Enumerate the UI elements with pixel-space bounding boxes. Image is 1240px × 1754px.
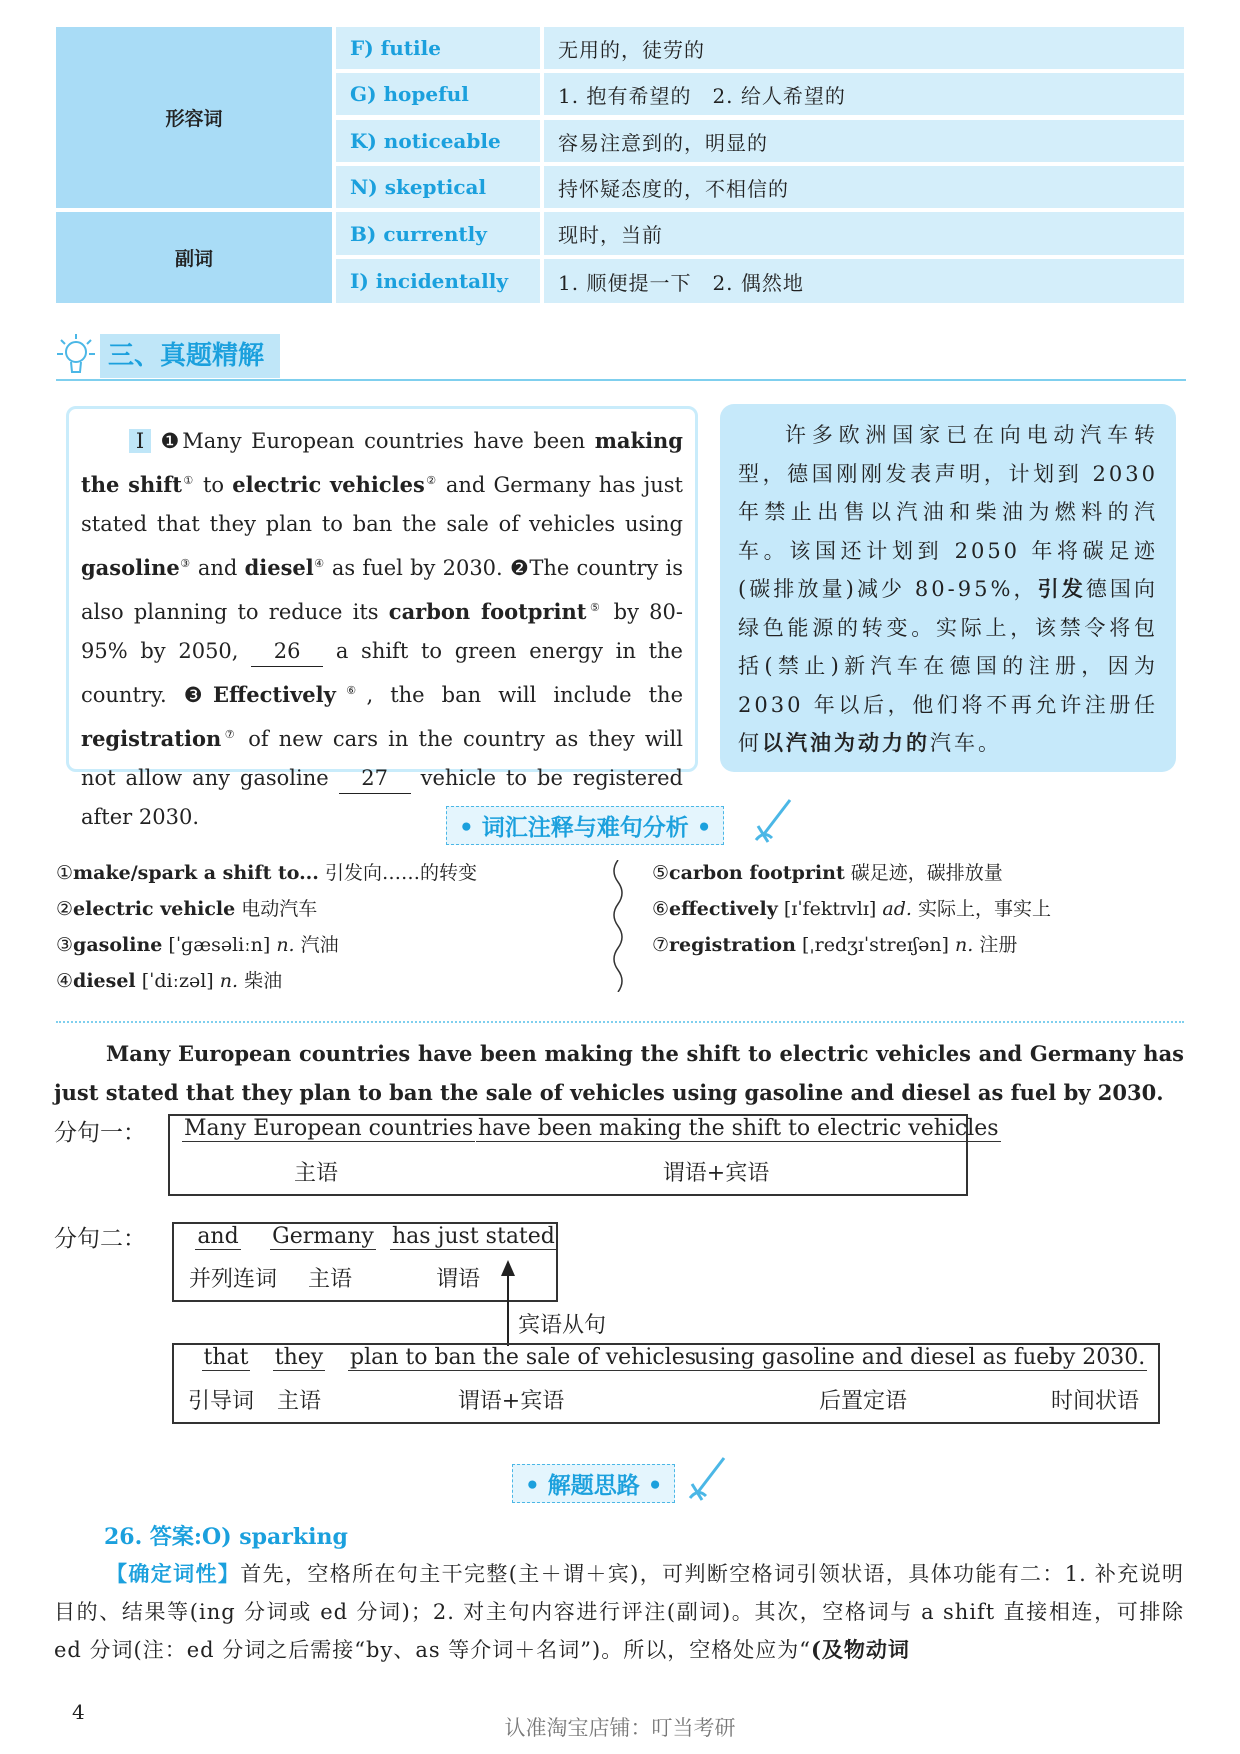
passage-text: vehicle to be registered after 2030. xyxy=(81,766,683,829)
clause-segment xyxy=(1044,1345,1150,1370)
section-divider xyxy=(56,379,1186,381)
clause-segment xyxy=(180,1224,256,1249)
translation-highlight: 以汽油为动力的 xyxy=(762,730,930,755)
pen-icon xyxy=(686,1454,730,1504)
segment-role: 主语 xyxy=(293,1161,338,1186)
clause-segment xyxy=(266,1345,332,1370)
table-word: K) noticeable xyxy=(336,120,540,162)
passage-text: and Germany has just stated that they plan to ban the sale of vehicles using xyxy=(81,473,683,536)
answer-26: 26. 答案:O) sparking xyxy=(104,1524,348,1550)
vocab-term: carbon footprint xyxy=(388,599,587,624)
translation-text: 德国向绿色能源的转变。实际上，该禁令将包括(禁止)新汽车在德国的注册，因为 2030 年以后，他们将不再允许注册任何 xyxy=(738,577,1159,755)
paragraph-marker: Ⅰ xyxy=(129,429,151,453)
section-title: 三、真题精解 xyxy=(100,334,280,378)
note-ref: ⑥ xyxy=(335,684,367,697)
segment-role: 主语 xyxy=(307,1267,352,1292)
vocab-pos: n. xyxy=(955,934,974,956)
vocab-meaning: 柴油 xyxy=(244,970,283,992)
vocab-meaning: 汽油 xyxy=(300,934,339,956)
note-ref: ① xyxy=(181,474,195,487)
clause1-label: 分句一： xyxy=(54,1120,146,1146)
vocab-item xyxy=(56,894,317,921)
clause-segment xyxy=(182,1116,474,1141)
passage-text: by 80-95% by 2050, xyxy=(81,600,683,663)
vocab-phonetic: [ˌredʒɪˈstreɪʃən] xyxy=(801,934,949,956)
vocab-term: electric vehicle xyxy=(73,898,236,920)
vocab-term: effectively xyxy=(669,898,778,920)
passage-text: as fuel by 2030. xyxy=(324,556,510,580)
vocab-term: gasoline xyxy=(73,934,163,956)
sentence-marker: ❸ xyxy=(183,683,213,707)
passage-text: , the ban will include the xyxy=(366,683,684,707)
object-clause-label: 宾语从句 xyxy=(518,1313,607,1338)
vocab-item xyxy=(652,858,1003,885)
vocab-num: ⑤ xyxy=(652,862,670,884)
group-label-adjective: 形容词 xyxy=(56,27,332,208)
vocab-meaning: 注册 xyxy=(979,934,1018,956)
vocab-item xyxy=(56,966,282,993)
vocab-phonetic: [ˈdiːzəl] xyxy=(141,970,214,992)
note-ref: ⑤ xyxy=(586,601,604,614)
clause-segment xyxy=(196,1345,256,1370)
blank-26[interactable]: 26 xyxy=(251,636,323,667)
footer-watermark: 认准淘宝店铺：叮当考研 xyxy=(504,1716,736,1740)
segment-text: have been making the shift to electric vehicles xyxy=(478,1116,999,1141)
segment-text: Germany xyxy=(272,1224,374,1249)
vocab-item xyxy=(652,930,1017,957)
clause-segment xyxy=(268,1224,378,1249)
segment-role: 并列连词 xyxy=(188,1267,277,1292)
vocab-num: ⑥ xyxy=(652,898,670,920)
solution-bold-tail: (及物动词 xyxy=(810,1637,910,1662)
vocab-term: make/spark a shift to... xyxy=(73,862,319,884)
table-meaning: 无用的，徒劳的 xyxy=(544,27,1184,69)
page-number: 4 xyxy=(72,1700,85,1724)
table-meaning: 现时，当前 xyxy=(544,212,1184,255)
segment-text: Many European countries xyxy=(184,1116,474,1141)
note-ref: ⑦ xyxy=(221,728,239,741)
solution-tag: 【确定词性】 xyxy=(106,1561,241,1586)
vocab-phonetic: [ˈɡæsəliːn] xyxy=(168,934,271,956)
group-label-adverb: 副词 xyxy=(56,212,332,303)
dotted-divider xyxy=(56,1021,1184,1023)
vocab-term: gasoline xyxy=(81,555,180,580)
wavy-divider xyxy=(608,860,628,992)
vocab-item xyxy=(652,894,1051,921)
vocab-meaning: 引发向……的转变 xyxy=(324,862,477,884)
vocab-meaning: 电动汽车 xyxy=(241,898,318,920)
sentence-marker: ❶ xyxy=(160,429,183,453)
arrow-up-icon xyxy=(498,1258,518,1346)
solution-body: 首先，空格所在句主干完整(主＋谓＋宾)，可判断空格词引领状语，具体功能有二：1. 补充说明目的、结果等(ing 分词或 ed 分词)；2. 对主句内容进行评注(副词)。其次，空格词与 a shift 直接相连，可排除 ed 分词(注：ed 分词之后需接“by、as 等介词＋名词”)。所以，空格处应为“ xyxy=(54,1562,1185,1662)
passage-text: and xyxy=(190,556,245,580)
table-word: I) incidentally xyxy=(336,259,540,303)
clause-segment xyxy=(476,1116,999,1141)
segment-role: 谓语 xyxy=(435,1267,480,1292)
segment-role: 时间状语 xyxy=(1050,1389,1139,1414)
vocab-num: ⑦ xyxy=(652,934,670,956)
segment-text: that xyxy=(203,1345,249,1370)
lightbulb-icon xyxy=(56,332,96,382)
clause-segment xyxy=(348,1345,697,1370)
solution-paragraph xyxy=(54,1555,1184,1669)
segment-role: 谓语+宾语 xyxy=(662,1161,770,1186)
vocab-term: diesel xyxy=(73,970,136,992)
translation-text: 许多欧洲国家已在向电动汽车转型，德国刚刚发表声明，计划到 2030 年禁止出售以汽油和柴油为燃料的汽车。该国还计划到 2050 年将碳足迹(碳排放量)减少 80-95%， xyxy=(738,423,1158,601)
segment-role: 后置定语 xyxy=(818,1389,907,1414)
vocab-num: ③ xyxy=(56,934,74,956)
vocab-term: registration xyxy=(81,726,222,751)
passage-text: of new cars in the country as they will not allow any gasoline xyxy=(81,727,683,790)
clause-segment xyxy=(390,1224,555,1249)
vocab-num: ① xyxy=(56,862,74,884)
vocab-term: carbon footprint xyxy=(669,862,845,884)
segment-role: 谓语+宾语 xyxy=(457,1389,565,1414)
vocab-term: registration xyxy=(669,934,796,956)
sentence-marker: ❷ xyxy=(509,556,530,580)
vocab-banner: • 词汇注释与难句分析 • xyxy=(446,806,724,845)
vocab-meaning: 实际上，事实上 xyxy=(917,898,1051,920)
pen-icon xyxy=(752,796,796,846)
note-ref: ④ xyxy=(313,557,325,570)
translation-text: 汽车。 xyxy=(930,731,1002,755)
segment-text: by 2030. xyxy=(1048,1345,1146,1370)
vocab-pos: n. xyxy=(276,934,295,956)
vocab-num: ② xyxy=(56,898,74,920)
vocab-term: diesel xyxy=(244,555,314,580)
vocab-term: electric vehicles xyxy=(232,472,425,497)
table-word: F) futile xyxy=(336,27,540,69)
translation-highlight: 引发 xyxy=(1037,576,1086,601)
passage-text: a shift to green energy in the country. xyxy=(81,639,683,707)
vocab-item xyxy=(56,930,339,957)
table-meaning: 1. 抱有希望的 2. 给人希望的 xyxy=(544,73,1184,115)
vocab-term: Effectively xyxy=(213,682,336,707)
vocab-item xyxy=(56,858,477,885)
translation-box xyxy=(720,404,1176,772)
segment-text: and xyxy=(197,1224,239,1249)
clause2-label: 分句二： xyxy=(54,1226,146,1252)
vocab-pos: ad. xyxy=(882,898,912,920)
note-ref: ③ xyxy=(179,557,191,570)
table-meaning: 1. 顺便提一下 2. 偶然地 xyxy=(544,259,1184,303)
segment-text: has just stated xyxy=(392,1224,555,1249)
passage-text: to xyxy=(194,473,233,497)
table-meaning: 容易注意到的，明显的 xyxy=(544,120,1184,162)
table-word: N) skeptical xyxy=(336,166,540,208)
vocab-phonetic: [ɪˈfektɪvlɪ] xyxy=(783,898,877,920)
segment-role: 主语 xyxy=(276,1389,321,1414)
clause-segment xyxy=(692,1345,1057,1370)
table-word: B) currently xyxy=(336,212,540,255)
analysis-sentence: Many European countries have been making the shift to electric vehicles and Germany has just stated that they plan to ban the sale of vehicles using gasoline and diesel as fuel by 2030. xyxy=(54,1041,1184,1105)
vocab-term: making the shift xyxy=(81,428,683,497)
vocab-meaning: 碳足迹，碳排放量 xyxy=(850,862,1003,884)
blank-27[interactable]: 27 xyxy=(339,763,411,794)
passage-text: Many European countries have been xyxy=(182,429,595,453)
solution-banner: • 解题思路 • xyxy=(512,1464,675,1503)
table-word: G) hopeful xyxy=(336,73,540,115)
segment-role: 引导词 xyxy=(187,1389,254,1414)
vocab-pos: n. xyxy=(219,970,239,992)
vocab-num: ④ xyxy=(56,970,74,992)
segment-text: they xyxy=(274,1345,324,1370)
table-meaning: 持怀疑态度的，不相信的 xyxy=(544,166,1184,208)
passage-text: The country is also planning to reduce its xyxy=(81,556,683,624)
note-ref: ② xyxy=(424,474,438,487)
segment-text: plan to ban the sale of vehicles xyxy=(350,1345,697,1370)
segment-text: using gasoline and diesel as fuel xyxy=(694,1345,1057,1370)
